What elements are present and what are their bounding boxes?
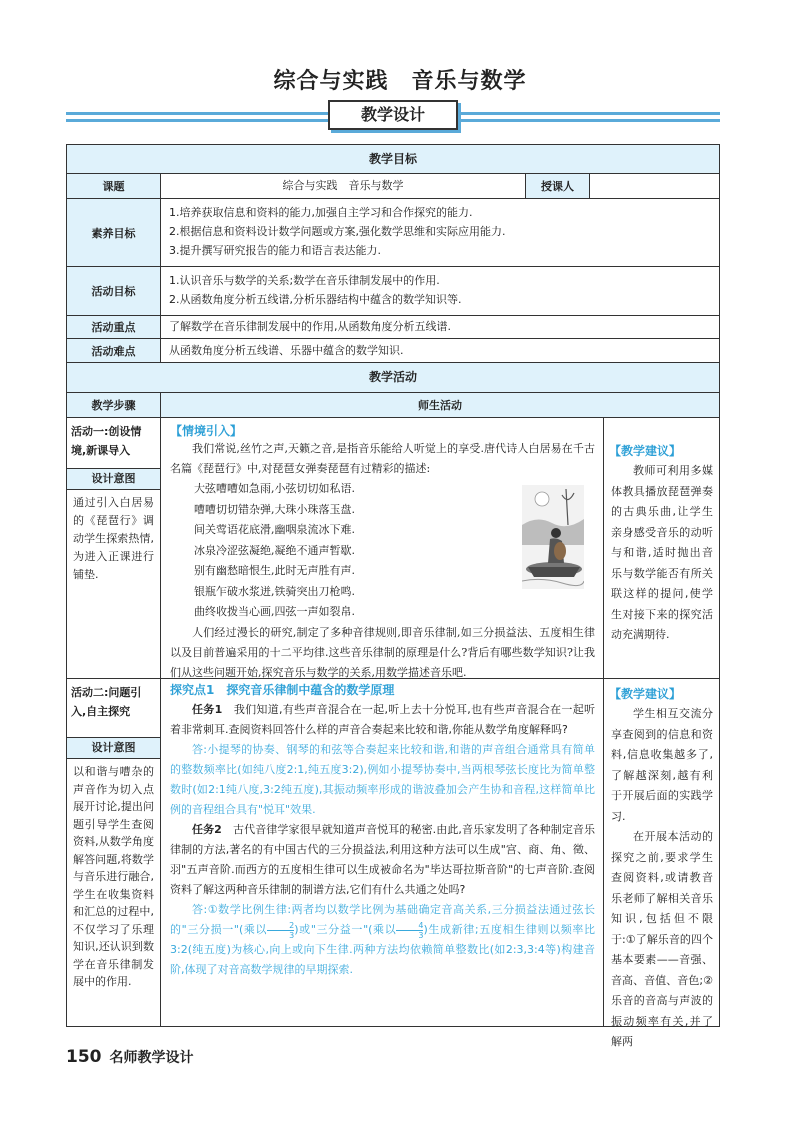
activity2-row — [67, 679, 719, 1048]
page-number: 150 — [66, 1047, 102, 1067]
poem-line: 间关莺语花底滑,幽咽泉流冰下难. — [194, 523, 355, 536]
activity-goal-row — [67, 267, 719, 316]
suggestion-tag: 【教学建议】 — [609, 444, 682, 458]
suggestion-text-2a: 学生相互交流分享查阅到的信息和资料,信息收集越多了,了解越深刻,越有利于开展后面的实践学习. — [611, 707, 713, 823]
steps-header-row — [67, 393, 719, 418]
activity-goal-items — [161, 267, 719, 315]
steps-label: 教学步骤 — [67, 393, 161, 417]
literacy-item: 2.根据信息和资料设计数学问题或方案,强化数学思维和实际应用能力. — [169, 225, 506, 238]
page-title: 综合与实践 音乐与数学 — [273, 69, 527, 94]
section-banner — [66, 104, 720, 128]
activity1-content — [162, 418, 604, 678]
pipa-player-illustration — [522, 485, 584, 589]
frac2-den: 3 — [418, 930, 424, 940]
fraction-two-thirds — [267, 921, 294, 940]
activity1-side — [605, 418, 719, 678]
suggestion-text: 教师可利用多媒体教具播放琵琶弹奏的古典乐曲,让学生亲身感受音乐的动听与和谐,适时抛出音乐与数学能否有所关联这样的提问,使学生对接下来的探究活动充满期待. — [611, 464, 713, 641]
answer1: 答:小提琴的协奏、钢琴的和弦等合奏起来比较和谐,和谐的声音组合通常具有简单的整数频率比(如纯八度2:1,纯五度3:2),例如小提琴协奏中,当两根琴弦长度比为简单整数时(如2:1纯八度,3:2纯五度),其振动频率形成的谐波叠加会产生协和音程,这样简单比例的音程组合具有"悦耳"效果. — [170, 743, 595, 816]
poem-line: 冰泉冷涩弦凝绝,凝绝不通声暂歇. — [194, 543, 355, 557]
key-label: 活动重点 — [67, 316, 161, 338]
poem-line: 大弦嘈嘈如急雨,小弦切切如私语. — [194, 482, 355, 495]
page-footer — [66, 1047, 194, 1067]
task1-label: 任务1 — [192, 703, 223, 716]
book-title: 名师教学设计 — [109, 1050, 194, 1066]
literacy-item: 3.提升撰写研究报告的能力和语言表达能力. — [169, 244, 381, 257]
answer2-part-c: )生成新律;五度相生律则以频率比3:2(纯五度)为核心,向上或向下生律.两种方法均依赖简单整数比(如2:3,3:4等)构建音阶,体现了对音高数学规律的早期探索. — [170, 923, 596, 976]
poem-line: 银瓶乍破水浆迸,铁骑突出刀枪鸣. — [194, 584, 355, 598]
fraction-four-thirds — [396, 921, 423, 940]
topic-value: 综合与实践 音乐与数学 — [161, 174, 526, 198]
activity2-left — [67, 679, 161, 1027]
situation-tag: 【情境引入】 — [170, 424, 243, 438]
explore-title: 探究点1 探究音乐律制中蕴含的数学原理 — [170, 683, 395, 697]
literacy-item: 1.培养获取信息和资料的能力,加强自主学习和合作探究的能力. — [169, 206, 473, 219]
activity1-intro: 我们常说,丝竹之声,天籁之音,是指音乐能给人听觉上的享受.唐代诗人白居易在千古名篇《琵琶行》中,对琵琶女弹奏琵琶有过精彩的描述: — [170, 442, 595, 475]
activity-goal-item: 2.从函数角度分析五线谱,分析乐器结构中蕴含的数学知识等. — [169, 293, 462, 306]
activity2-intent-label: 设计意图 — [67, 737, 160, 759]
activity2-content — [162, 679, 604, 1027]
task2 — [170, 820, 595, 900]
activity2-side — [605, 679, 719, 1048]
activity-goal-label: 活动目标 — [67, 267, 161, 315]
literacy-row — [67, 199, 719, 267]
suggestion-tag-2: 【教学建议】 — [609, 687, 682, 701]
activity2-intent: 以和谐与嘈杂的声音作为切入点展开讨论,提出问题引导学生查阅资料,从数学角度解答问题,将数学与音乐进行融合,学生在收集资料和汇总的过程中,不仅学习了乐理知识,还认识到数学在音乐律制发展中的作用. — [73, 765, 154, 988]
activity1-intent: 通过引入白居易的《琵琶行》调动学生探索热情,为进入正课进行铺垫. — [73, 496, 154, 581]
difficulty-label: 活动难点 — [67, 339, 161, 362]
lesson-table — [66, 144, 720, 1048]
poem-block — [170, 479, 595, 623]
task2-label: 任务2 — [192, 823, 222, 836]
activities-header: 教学活动 — [67, 363, 719, 393]
activity2-title: 活动二:问题引入,自主探究 — [71, 686, 142, 718]
poem-line: 曲终收拨当心画,四弦一声如裂帛. — [194, 605, 355, 618]
teacher-value — [590, 174, 719, 198]
answer2-part-b: )或"三分益一"(乘以 — [294, 923, 397, 936]
literacy-items — [161, 199, 719, 266]
teacher-label: 授课人 — [526, 174, 590, 198]
answer2 — [170, 900, 595, 980]
answer2-part-a: 答:①数学比例生律:两者均以数学比例为基础确定音高关系,三分损益法通过弦长的"三分损一"(乘以 — [170, 903, 595, 936]
banner-label: 教学设计 — [328, 100, 458, 130]
task1-text: 我们知道,有些声音混合在一起,听上去十分悦耳,也有些声音混合在一起听着非常刺耳.查阅资料回答什么样的声音合奏起来比较和谐,你能从数学角度解释吗? — [170, 703, 596, 736]
poem-line: 别有幽愁暗恨生,此时无声胜有声. — [194, 564, 355, 577]
activity1-left — [67, 418, 161, 678]
difficulty-row — [67, 339, 719, 363]
activity1-intent-label: 设计意图 — [67, 468, 160, 490]
frac2-num: 4 — [396, 921, 423, 931]
activity-goal-item: 1.认识音乐与数学的关系;数学在音乐律制发展中的作用. — [169, 274, 440, 287]
topic-label: 课题 — [67, 174, 161, 198]
key-value: 了解数学在音乐律制发展中的作用,从函数角度分析五线谱. — [169, 320, 451, 333]
poem-line: 嘈嘈切切错杂弹,大珠小珠落玉盘. — [194, 502, 355, 516]
activity1-outro: 人们经过漫长的研究,制定了多种音律规则,即音乐律制,如三分损益法、五度相生律以及目前普遍采用的十二平均律.这些音乐律制的原理是什么?背后有哪些数学知识?让我们从这些问题开始,探究音乐与数学的关系,用数学描述音乐吧. — [170, 625, 595, 679]
key-row — [67, 316, 719, 339]
suggestion-text-2b: 在开展本活动的探究之前,要求学生查阅资料,或请教音乐老师了解相关音乐知识,包括但不限于:①了解乐音的四个基本要素——音强、音高、音值、音色;②乐音的音高与声波的振动频率有关,并了解两 — [611, 830, 713, 1048]
activity1-row — [67, 418, 719, 679]
activity1-title: 活动一:创设情境,新课导入 — [71, 425, 142, 457]
task2-text: 古代音律学家很早就知道声音悦耳的秘密.由此,音乐家发明了各种制定音乐律制的方法,著名的有中国古代的三分损益法,利用这种方法可以生成"宫、商、角、徵、羽"五声音阶.而西方的五度相生律可以生成被命名为"毕达哥拉斯音阶"的七声音阶.查阅资料了解这两种音乐律制的制谱方法,它们有什么共通之处吗? — [170, 823, 596, 896]
task1 — [170, 700, 595, 740]
goals-header: 教学目标 — [67, 145, 719, 174]
topic-row — [67, 174, 719, 199]
difficulty-value: 从函数角度分析五线谱、乐器中蕴含的数学知识. — [169, 344, 404, 357]
frac1-num: 2 — [267, 921, 294, 931]
teacher-student-label: 师生活动 — [161, 393, 719, 417]
literacy-label: 素养目标 — [67, 199, 161, 266]
frac1-den: 3 — [289, 930, 295, 940]
